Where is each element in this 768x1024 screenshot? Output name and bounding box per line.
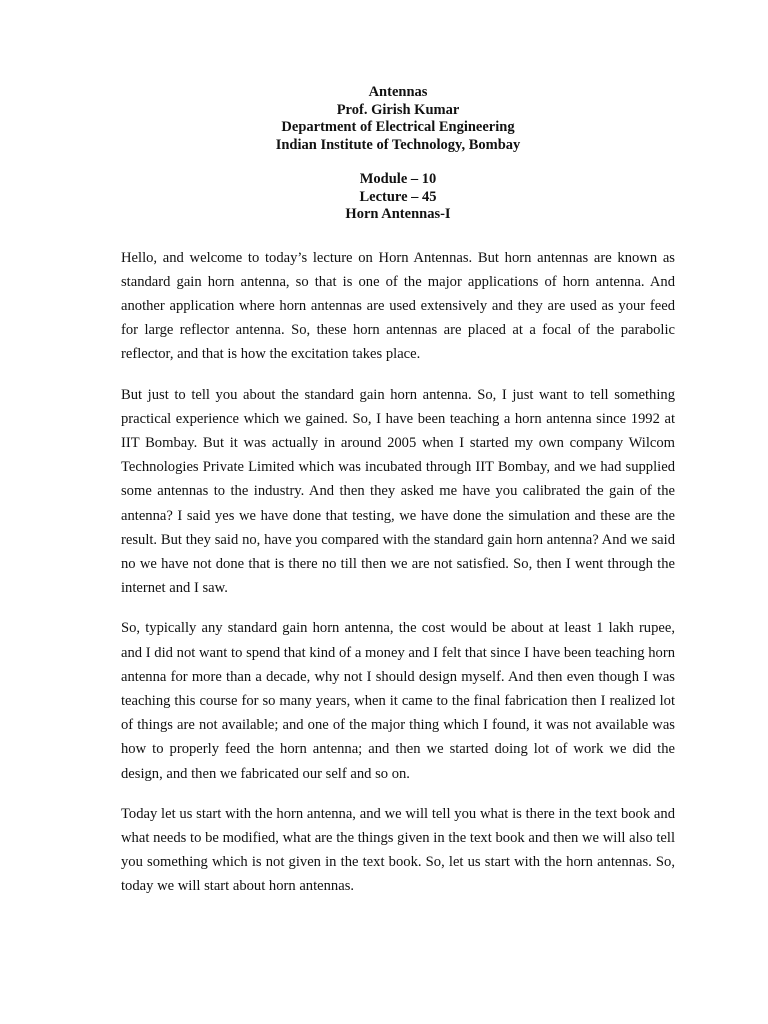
transcript-body: [121, 246, 675, 899]
paragraph-2: But just to tell you about the standard gain horn antenna. So, I just want to tell something practical experience which we gained. So, I have been teaching a horn antenna since 1992 at IIT Bombay. But it was actually in around 2005 when I started my own company Wilcom Technologies Private Limited which was incubated through IIT Bombay, and we had supplied some antennas to the industry. And then they asked me have you calibrated the gain of the antenna? I said yes we have done that testing, we have done the simulation and these are the result. But they said no, have you compared with the standard gain horn antenna? And we said no we have not done that is there no till then we are not satisfied. So, then I went through the internet and I saw.: [121, 386, 675, 597]
document-page: [121, 84, 675, 899]
paragraph-1: Hello, and welcome to today’s lecture on Horn Antennas. But horn antennas are known as standard gain horn antenna, so that is one of the major applications of horn antenna. And another application where horn antennas are used extensively and they are used as your feed for large reflector antenna. So, these horn antennas are placed at a focal of the parabolic reflector, and that is how the excitation takes place.: [121, 249, 675, 363]
lecture-number: Lecture – 45: [359, 188, 437, 205]
department-name: Department of Electrical Engineering: [281, 119, 515, 135]
paragraph-3: So, typically any standard gain horn antenna, the cost would be about at least 1 lakh rupee, and I did not want to spend that kind of a money and I felt that since I have been teaching horn antenna for more than a decade, why not I should design myself. And then even though I was teaching this course for so many years, when it came to the final fabrication then I realized lot of things are not available; and one of the major thing which I found, it was not available was how to properly feed the horn antenna; and then we started doing lot of work we did the design, and then we fabricated our self and so on.: [121, 620, 675, 782]
header-spacer: [121, 154, 675, 171]
institute-name: Indian Institute of Technology, Bombay: [275, 136, 521, 153]
paragraph-4: Today let us start with the horn antenna, and we will tell you what is there in the text book and what needs to be modified, what are the things given in the text book and then we will also tell you something which is not given in the text book. So, let us start with the horn antennas. So, today we will start about horn antennas.: [121, 805, 675, 895]
course-title: Antennas: [368, 84, 428, 100]
lecture-header: [121, 84, 675, 224]
module-number: Module – 10: [359, 171, 437, 187]
professor-name: Prof. Girish Kumar: [336, 101, 460, 118]
lecture-topic: Horn Antennas-I: [345, 206, 451, 222]
